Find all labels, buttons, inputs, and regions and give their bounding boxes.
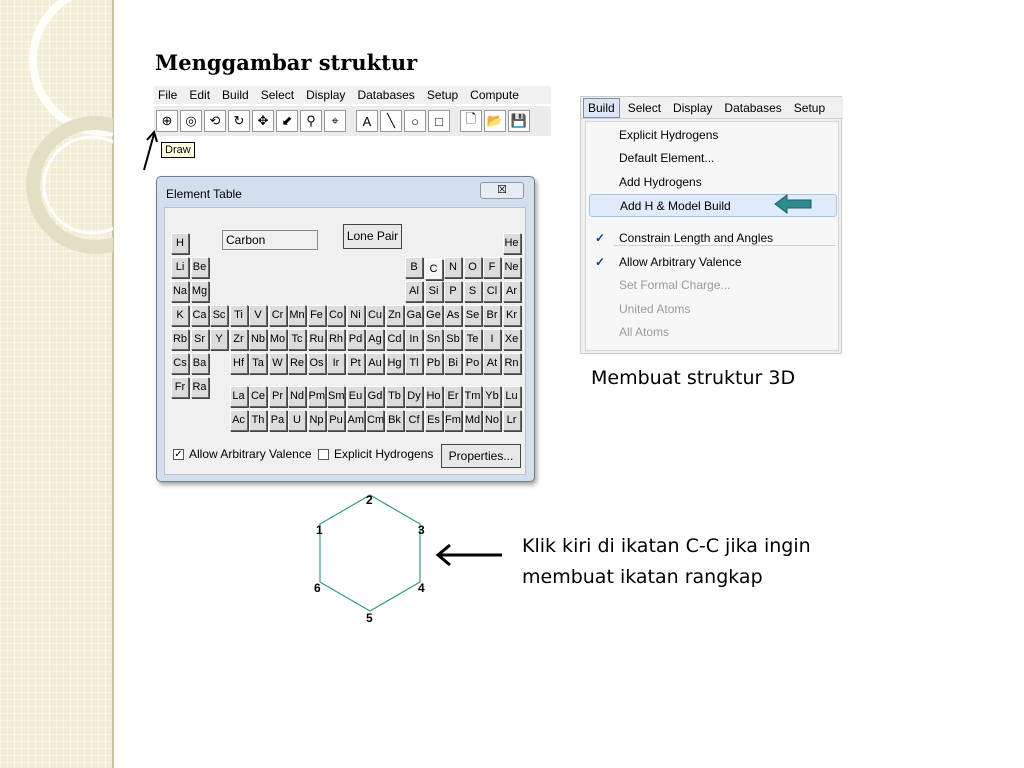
open-file-icon[interactable]: 📂 <box>484 110 506 132</box>
explicit-hydrogens-checkbox[interactable] <box>318 447 433 461</box>
element-button-dy[interactable]: Dy <box>405 386 423 407</box>
menu-item-label: Allow Arbitrary Valence <box>619 255 742 269</box>
element-button-b[interactable]: B <box>405 257 423 278</box>
element-button-pa[interactable]: Pa <box>269 410 287 431</box>
element-button-u[interactable]: U <box>288 410 306 431</box>
element-button-at[interactable]: At <box>483 353 501 374</box>
new-file-icon[interactable]: 🗋 <box>460 110 482 132</box>
element-button-rb[interactable]: Rb <box>171 329 189 350</box>
element-button-hf[interactable]: Hf <box>230 353 248 374</box>
app-toolbar <box>154 106 551 136</box>
element-button-al[interactable]: Al <box>405 281 423 302</box>
element-button-si[interactable]: Si <box>425 281 443 302</box>
build-menubar-select[interactable]: Select <box>627 100 662 115</box>
element-button-ag[interactable]: Ag <box>366 329 384 350</box>
element-button-cm[interactable]: Cm <box>366 410 384 431</box>
menu-item-label: Explicit Hydrogens <box>619 128 719 142</box>
element-button-ce[interactable]: Ce <box>249 386 267 407</box>
element-button-bi[interactable]: Bi <box>444 353 462 374</box>
element-button-ar[interactable]: Ar <box>503 281 521 302</box>
menu-item-allow-arbitrary-valence[interactable] <box>586 251 838 274</box>
rotate-xy-tool-icon[interactable]: ⟲ <box>204 110 226 132</box>
element-button-zr[interactable]: Zr <box>230 329 248 350</box>
element-button-no[interactable]: No <box>483 410 501 431</box>
element-button-na[interactable]: Na <box>171 281 189 302</box>
element-button-ta[interactable]: Ta <box>249 353 267 374</box>
element-button-xe[interactable]: Xe <box>503 329 521 350</box>
element-button-gd[interactable]: Gd <box>366 386 384 407</box>
build-dropdown <box>585 121 839 351</box>
translate-z-tool-icon[interactable]: ⬋ <box>276 110 298 132</box>
menu-item-label: Constrain Length and Angles <box>619 231 774 245</box>
element-button-k[interactable]: K <box>171 305 189 326</box>
element-button-te[interactable]: Te <box>464 329 482 350</box>
save-file-icon[interactable]: 💾 <box>508 110 530 132</box>
element-button-in[interactable]: In <box>405 329 423 350</box>
element-button-am[interactable]: Am <box>347 410 365 431</box>
element-button-ac[interactable]: Ac <box>230 410 248 431</box>
element-button-se[interactable]: Se <box>464 305 482 326</box>
element-button-cr[interactable]: Cr <box>269 305 287 326</box>
dialog-title: Element Table <box>166 187 242 201</box>
menu-item-label: Add Hydrogens <box>619 175 702 189</box>
element-button-mg[interactable]: Mg <box>191 281 209 302</box>
element-button-li[interactable]: Li <box>171 257 189 278</box>
element-button-ca[interactable]: Ca <box>191 305 209 326</box>
atom-label-1: 1 <box>316 523 323 537</box>
menu-item-set-formal-charge <box>586 274 838 297</box>
build-menubar-build[interactable]: Build <box>583 98 620 118</box>
app-menubar <box>154 86 551 104</box>
element-button-i[interactable]: I <box>483 329 501 350</box>
close-button[interactable]: ☒ <box>480 182 524 199</box>
menu-item-label: United Atoms <box>619 302 691 316</box>
element-button-fe[interactable]: Fe <box>308 305 326 326</box>
element-button-ga[interactable]: Ga <box>405 305 423 326</box>
decorative-circles <box>0 0 113 300</box>
element-button-fr[interactable]: Fr <box>171 377 189 398</box>
element-button-pu[interactable]: Pu <box>327 410 345 431</box>
element-button-he[interactable]: He <box>503 233 521 254</box>
element-button-fm[interactable]: Fm <box>444 410 462 431</box>
element-button-br[interactable]: Br <box>483 305 501 326</box>
element-button-kr[interactable]: Kr <box>503 305 521 326</box>
element-button-yb[interactable]: Yb <box>483 386 501 407</box>
pointer-arrow-icon <box>138 128 160 174</box>
element-button-au[interactable]: Au <box>366 353 384 374</box>
menu-select[interactable]: Select <box>260 88 295 102</box>
rotate-z-tool-icon[interactable]: ↻ <box>228 110 250 132</box>
element-button-h[interactable]: H <box>171 233 189 254</box>
menu-item-label: Default Element... <box>619 151 715 165</box>
element-button-sb[interactable]: Sb <box>444 329 462 350</box>
allow-valence-label: Allow Arbitrary Valence <box>189 447 312 461</box>
element-button-zn[interactable]: Zn <box>386 305 404 326</box>
element-button-mo[interactable]: Mo <box>269 329 287 350</box>
zoom-tool-icon[interactable]: ⚲ <box>300 110 322 132</box>
element-button-lr[interactable]: Lr <box>503 410 521 431</box>
element-button-rn[interactable]: Rn <box>503 353 521 374</box>
element-button-tm[interactable]: Tm <box>464 386 482 407</box>
element-table-body <box>164 207 526 475</box>
text-tool-icon[interactable]: A <box>356 110 378 132</box>
element-button-ir[interactable]: Ir <box>327 353 345 374</box>
element-button-md[interactable]: Md <box>464 410 482 431</box>
element-button-os[interactable]: Os <box>308 353 326 374</box>
element-button-hg[interactable]: Hg <box>386 353 404 374</box>
element-button-ne[interactable]: Ne <box>503 257 521 278</box>
properties-button[interactable]: Properties... <box>441 444 521 468</box>
build-menubar-display[interactable]: Display <box>673 100 713 115</box>
explicit-hydrogens-box[interactable] <box>318 449 329 460</box>
element-button-nb[interactable]: Nb <box>249 329 267 350</box>
element-button-sc[interactable]: Sc <box>210 305 228 326</box>
menu-file[interactable]: File <box>158 88 178 102</box>
build-menubar-setup[interactable]: Setup <box>793 100 826 115</box>
build-menu-screenshot <box>580 96 842 354</box>
allow-valence-checkbox[interactable] <box>173 447 312 461</box>
element-button-er[interactable]: Er <box>444 386 462 407</box>
element-button-pr[interactable]: Pr <box>269 386 287 407</box>
element-button-s[interactable]: S <box>464 281 482 302</box>
menu-item-add-hydrogens[interactable] <box>586 171 838 194</box>
lone-pair-button[interactable]: Lone Pair <box>343 224 402 249</box>
element-button-n[interactable]: N <box>444 257 462 278</box>
element-button-es[interactable]: Es <box>425 410 443 431</box>
element-button-cs[interactable]: Cs <box>171 353 189 374</box>
element-button-eu[interactable]: Eu <box>347 386 365 407</box>
atom-label-5: 5 <box>366 611 373 625</box>
element-button-ni[interactable]: Ni <box>347 305 365 326</box>
element-button-pd[interactable]: Pd <box>347 329 365 350</box>
menu-build[interactable]: Build <box>222 88 249 102</box>
highlight-arrow-icon <box>773 193 815 215</box>
element-button-np[interactable]: Np <box>308 410 326 431</box>
atom-label-4: 4 <box>418 581 425 595</box>
element-button-w[interactable]: W <box>269 353 287 374</box>
element-button-cl[interactable]: Cl <box>483 281 501 302</box>
translate-tool-icon[interactable]: ✥ <box>252 110 274 132</box>
element-button-co[interactable]: Co <box>327 305 345 326</box>
element-button-cd[interactable]: Cd <box>386 329 404 350</box>
element-button-re[interactable]: Re <box>288 353 306 374</box>
menu-item-constrain-length-and-angles[interactable] <box>586 227 838 250</box>
atom-label-2: 2 <box>366 493 373 507</box>
element-button-ru[interactable]: Ru <box>308 329 326 350</box>
element-button-ho[interactable]: Ho <box>425 386 443 407</box>
element-button-sm[interactable]: Sm <box>327 386 345 407</box>
element-button-th[interactable]: Th <box>249 410 267 431</box>
allow-valence-box[interactable]: ✓ <box>174 448 183 460</box>
menu-databases[interactable]: Databases <box>357 88 415 102</box>
element-button-c[interactable]: C <box>425 259 443 280</box>
element-button-tl[interactable]: Tl <box>405 353 423 374</box>
draw-tooltip: Draw <box>161 142 195 158</box>
element-button-tb[interactable]: Tb <box>386 386 404 407</box>
element-button-cf[interactable]: Cf <box>405 410 423 431</box>
element-button-f[interactable]: F <box>483 257 501 278</box>
element-button-rh[interactable]: Rh <box>327 329 345 350</box>
menu-display[interactable]: Display <box>306 88 346 102</box>
element-button-po[interactable]: Po <box>464 353 482 374</box>
element-button-ba[interactable]: Ba <box>191 353 209 374</box>
element-button-tc[interactable]: Tc <box>288 329 306 350</box>
select-tool-icon[interactable]: ◎ <box>180 110 202 132</box>
element-button-la[interactable]: La <box>230 386 248 407</box>
line-tool-icon[interactable]: ╲ <box>380 110 402 132</box>
check-icon: ✓ <box>595 231 606 245</box>
element-button-pb[interactable]: Pb <box>425 353 443 374</box>
atom-label-6: 6 <box>314 581 321 595</box>
element-button-cu[interactable]: Cu <box>366 305 384 326</box>
element-button-bk[interactable]: Bk <box>386 410 404 431</box>
atom-label-3: 3 <box>418 523 425 537</box>
menu-item-label: Add H & Model Build <box>620 199 731 213</box>
ellipse-tool-icon[interactable]: ○ <box>404 110 426 132</box>
benzene-ring-drawing <box>300 488 440 628</box>
build-menubar-databases[interactable]: Databases <box>724 100 782 115</box>
caption-double-bond: Klik kiri di ikatan C-C jika ingin membuat ikatan rangkap <box>522 535 811 588</box>
draw-tool-icon[interactable]: ⊕ <box>156 110 178 132</box>
element-button-ti[interactable]: Ti <box>230 305 248 326</box>
check-icon: ✓ <box>595 255 606 269</box>
left-arrow-icon <box>434 543 506 567</box>
element-button-ge[interactable]: Ge <box>425 305 443 326</box>
menu-item-explicit-hydrogens[interactable] <box>586 124 838 147</box>
menu-item-default-element[interactable] <box>586 147 838 170</box>
element-button-mn[interactable]: Mn <box>288 305 306 326</box>
menu-edit[interactable]: Edit <box>189 88 211 102</box>
element-button-pt[interactable]: Pt <box>347 353 365 374</box>
element-button-y[interactable]: Y <box>210 329 228 350</box>
menu-item-united-atoms <box>586 298 838 321</box>
clip-tool-icon[interactable]: ⌖ <box>324 110 346 132</box>
element-button-be[interactable]: Be <box>191 257 209 278</box>
menu-item-label: All Atoms <box>619 325 670 339</box>
element-button-as[interactable]: As <box>444 305 462 326</box>
element-button-pm[interactable]: Pm <box>308 386 326 407</box>
slide-title: Menggambar struktur <box>155 50 418 75</box>
element-table-dialog <box>156 176 535 482</box>
element-button-o[interactable]: O <box>464 257 482 278</box>
menu-item-all-atoms <box>586 321 838 344</box>
element-button-lu[interactable]: Lu <box>503 386 521 407</box>
element-button-sr[interactable]: Sr <box>191 329 209 350</box>
explicit-hydrogens-label: Explicit Hydrogens <box>334 447 434 461</box>
menu-compute[interactable]: Compute <box>470 88 519 102</box>
build-menubar <box>581 97 843 119</box>
caption-3d-structure: Membuat struktur 3D <box>591 367 796 389</box>
menu-setup[interactable]: Setup <box>426 88 459 102</box>
rectangle-tool-icon[interactable]: □ <box>428 110 450 132</box>
element-button-v[interactable]: V <box>249 305 267 326</box>
menu-item-label: Set Formal Charge... <box>619 278 731 292</box>
element-button-p[interactable]: P <box>444 281 462 302</box>
selected-element-field: Carbon <box>222 230 318 250</box>
element-button-ra[interactable]: Ra <box>191 377 209 398</box>
element-button-sn[interactable]: Sn <box>425 329 443 350</box>
element-button-nd[interactable]: Nd <box>288 386 306 407</box>
